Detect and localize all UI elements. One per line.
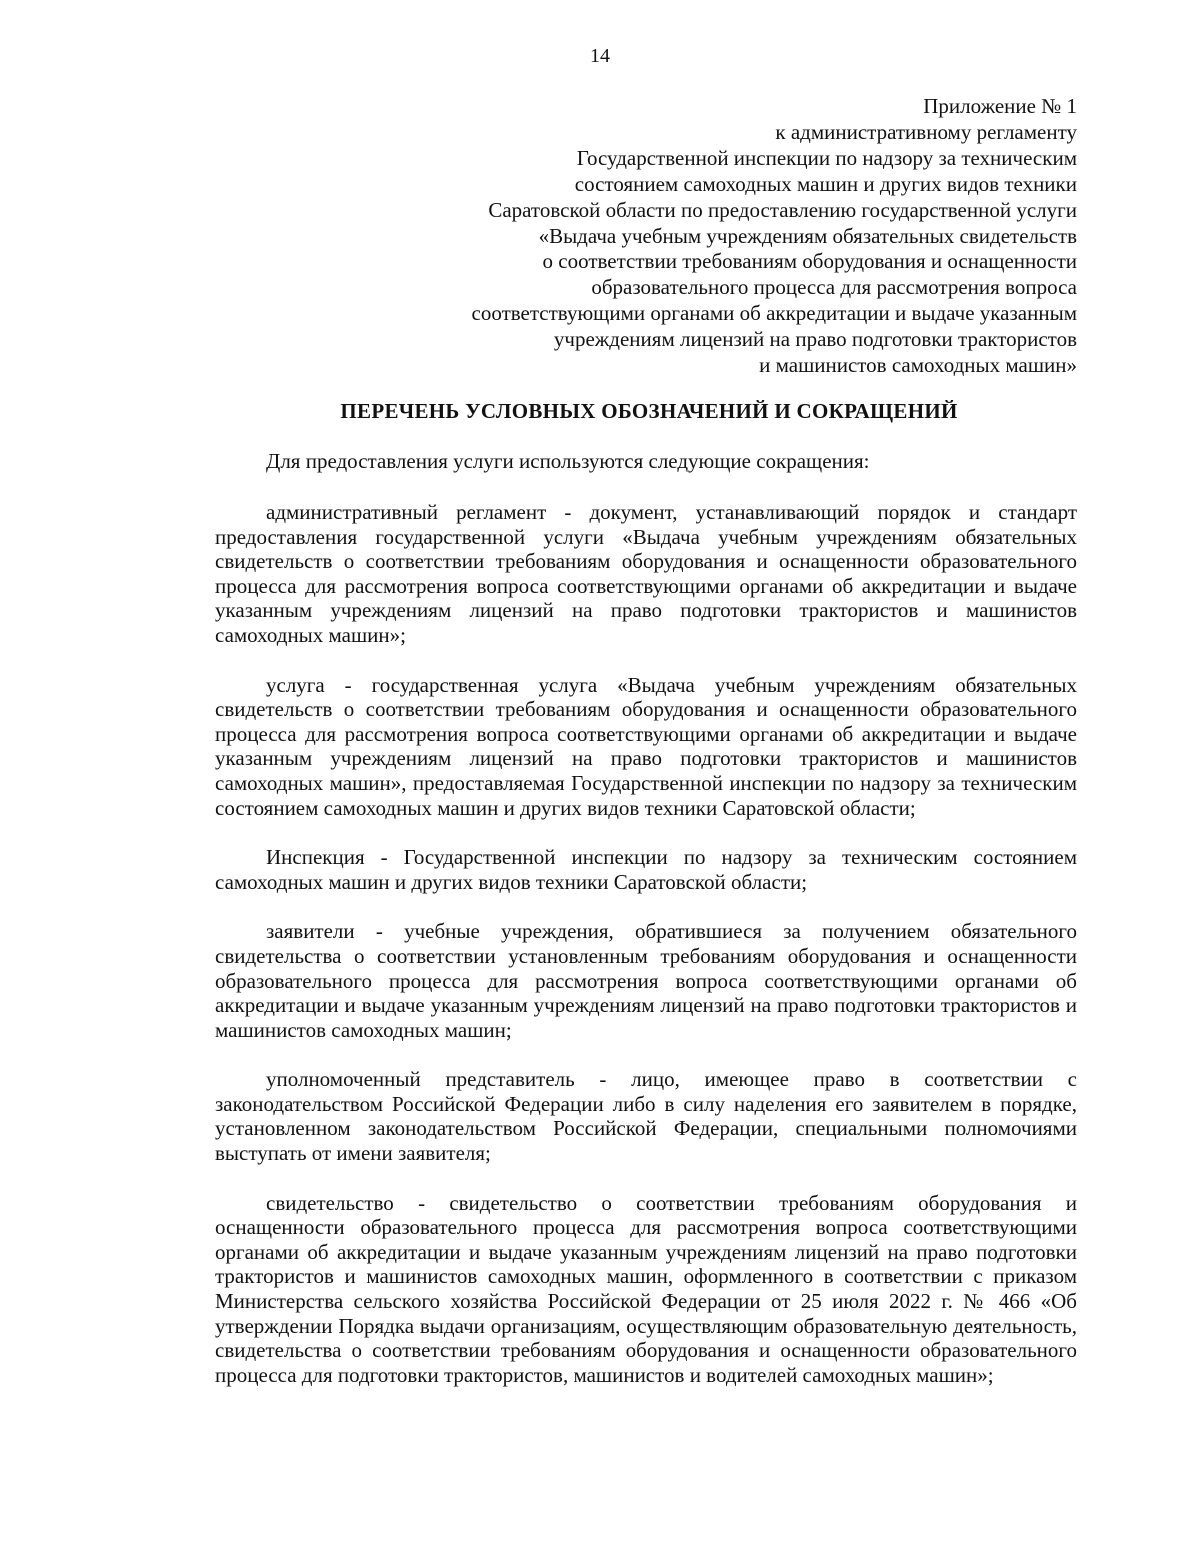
appendix-line: к административному регламенту — [775, 119, 1077, 144]
appendix-line: состоянием самоходных машин и других видов техники — [574, 171, 1077, 196]
appendix-line: учреждениям лицензий на право подготовки трактористов — [553, 327, 1077, 352]
definitions-list — [215, 500, 1077, 1412]
definition-applicants: заявители - учебные учреждения, обратившиеся за получением обязательного свидетельства о соответствии установленным требованиям оборудования и оснащенности образовательного процесса для рассмотрения вопроса соответствующими органами об аккредитации и выдаче указанным учреждениям лицензий на право подготовки трактористов и машинистов самоходных машин; — [215, 919, 1077, 1042]
intro-paragraph: Для предоставления услуги используются следующие сокращения: — [266, 449, 870, 473]
appendix-line: соответствующими органами об аккредитации и выдаче указанным — [471, 301, 1077, 326]
definition-administrative-regulation: административный регламент - документ, устанавливающий порядок и стандарт предоставления государственной услуги «Выдача учебным учреждениям обязательных свидетельств о соответствии требованиям оборудования и оснащенности образовательного процесса для рассмотрения вопроса соответствующими органами об аккредитации и выдаче указанным учреждениям лицензий на право подготовки трактористов и машинистов самоходных машин»; — [215, 500, 1077, 647]
appendix-line: Саратовской области по предоставлению государственной услуги — [488, 197, 1077, 222]
appendix-line: «Выдача учебным учреждениям обязательных свидетельств — [538, 223, 1077, 248]
appendix-header — [357, 94, 1077, 379]
appendix-line: о соответствии требованиям оборудования и оснащенности — [542, 249, 1077, 274]
appendix-line: Приложение № 1 — [923, 94, 1077, 118]
page-number: 14 — [590, 45, 610, 67]
document-title: ПЕРЕЧЕНЬ УСЛОВНЫХ ОБОЗНАЧЕНИЙ И СОКРАЩЕНИЙ — [340, 399, 958, 423]
appendix-line: Государственной инспекции по надзору за техническим — [576, 145, 1077, 170]
definition-authorized-representative: уполномоченный представитель - лицо, имеющее право в соответствии с законодательством Российской Федерации либо в силу наделения его заявителем в порядке, установленном законодательством Российской Федерации, специальными полномочиями выступать от имени заявителя; — [215, 1067, 1077, 1166]
definition-service: услуга - государственная услуга «Выдача учебным учреждениям обязательных свидетельств о соответствии требованиям оборудования и оснащенности образовательного процесса для рассмотрения вопроса соответствующими органами об аккредитации и выдаче указанным учреждениям лицензий на право подготовки трактористов и машинистов самоходных машин», предоставляемая Государственной инспекции по надзору за техническим состоянием самоходных машин и других видов техники Саратовской области; — [215, 672, 1077, 820]
appendix-line: и машинистов самоходных машин» — [759, 353, 1077, 378]
appendix-line: образовательного процесса для рассмотрения вопроса — [591, 275, 1077, 300]
definition-inspection: Инспекция - Государственной инспекции по надзору за техническим состоянием самоходных машин и других видов техники Саратовской области; — [215, 845, 1077, 894]
definition-certificate: свидетельство - свидетельство о соответствии требованиям оборудования и оснащенности образовательного процесса для рассмотрения вопроса соответствующими органами об аккредитации и выдаче указанным учреждениям лицензий на право подготовки трактористов и машинистов самоходных машин, оформленного в соответствии с приказом Министерства сельского хозяйства Российской Федерации от 25 июля 2022 г. № 466 «Об утверждении Порядка выдачи организациям, осуществляющим образовательную деятельность, свидетельства о соответствии требованиям оборудования и оснащенности образовательного процесса для подготовки трактористов, машинистов и водителей самоходных машин»; — [215, 1190, 1077, 1387]
